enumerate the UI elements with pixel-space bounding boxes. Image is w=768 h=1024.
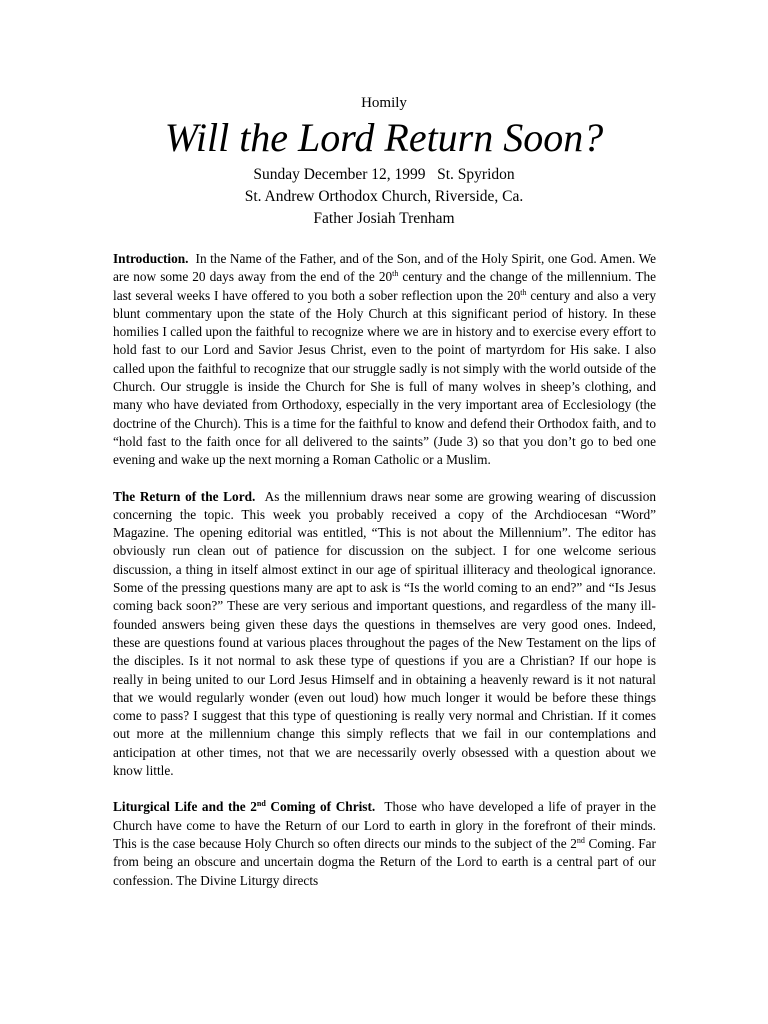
section-heading-introduction: Introduction. <box>113 251 189 266</box>
paragraph-text: Coming. Far from being an obscure and uncertain dogma the Return of the Lord to earth is a central part of our confession. The Divine Liturgy directs <box>113 835 656 888</box>
paragraph-text: Those who have developed a life of prayer in the Church have come to have the Return of our Lord to earth in glory in the forefront of their minds. This is the case because Holy Church so often directs our minds to the subject of the 2 <box>113 799 656 851</box>
ordinal-suffix: th <box>392 269 399 279</box>
date-line: Sunday December 12, 1999 St. Spyridon <box>253 166 515 183</box>
paragraph-text: As the millennium draws near some are growing wearing of discussion concerning the topic. This week you probably received a copy of the Archdiocesan “Word” Magazine. The opening editorial was entitled, “This is not about the Millennium”. The editor has obviously run clean out of patience for discussion on the subject. I for one welcome serious discussion, a thing in itself almost extinct in our age of spiritual illiteracy and theological ignorance. Some of the pressing questions many are apt to ask is “Is the world coming to an end?” and “Is Jesus coming back soon?” These are very serious and important questions, and regardless of the many ill-founded answers being given these days the questions in themselves are very good ones. Indeed, these are questions found at various places throughout the pages of the New Testament on the lips of the disciples. Is it not normal to ask these type of questions if you are a Christian? If our hope is really in being united to our Lord Jesus Himself and in obtaining a heavenly reward is it not natural that we would regularly wonder (even out loud) how much longer it would be before these things come to pass? I suggest that this type of questioning is really very normal and Christian. If it comes out more at the millennium change this simply reflects that we fail in our contemplations and anticipation at other times, not that we are necessarily overly obsessed with a question about we know little. <box>113 488 656 779</box>
paragraph-text: In the Name of the Father, and of the Son, and of the Holy Spirit, one God. Amen. We are now some 20 days away from the end of the 20 <box>113 251 656 285</box>
section-heading-return: The Return of the Lord. <box>113 488 256 504</box>
document-header <box>0 94 768 230</box>
paragraph-text: century and also a very blunt commentary upon the state of the Holy Church at this significant period of history. In these homilies I called upon the faithful to recognize where we are in history and to exercise every effort to hold fast to our Lord and Savior Jesus Christ, even to the point of martyrdom for His sake. I also called upon the faithful to recognize that our struggle sadly is not simply with the world outside of the Church. Our struggle is inside the Church for She is full of many wolves in sheep’s clothing, and many who have deviated from Orthodoxy, especially in the very important area of Ecclesiology (the doctrine of the Church). This is a time for the faithful to know and defend their Orthodox faith, and to “hold fast to the faith once for all delivered to the saints” (Jude 3) so that you don’t go to bed one evening and wake up the next morning a Roman Catholic or a Muslim. <box>113 287 656 468</box>
section-heading-liturgical <box>113 799 375 814</box>
church-line: St. Andrew Orthodox Church, Riverside, Ca. <box>244 188 524 205</box>
paragraph-return-of-the-lord <box>113 488 656 781</box>
genre-label: Homily <box>361 95 407 111</box>
heading-part: Coming of Christ. <box>265 799 376 815</box>
ordinal-suffix: nd <box>256 799 266 809</box>
document-body <box>113 250 656 908</box>
paragraph-introduction <box>113 250 656 470</box>
ordinal-suffix: nd <box>576 835 585 845</box>
paragraph-liturgical-life <box>113 798 656 889</box>
heading-part: Liturgical Life and the 2 <box>113 799 257 815</box>
author-line: Father Josiah Trenham <box>313 210 455 227</box>
ordinal-suffix: th <box>520 287 527 297</box>
paragraph-text: century and the change of the millennium. The last several weeks I have offered to you both a sober reflection upon the 20 <box>113 269 656 303</box>
document-title: Will the Lord Return Soon? <box>164 115 604 160</box>
